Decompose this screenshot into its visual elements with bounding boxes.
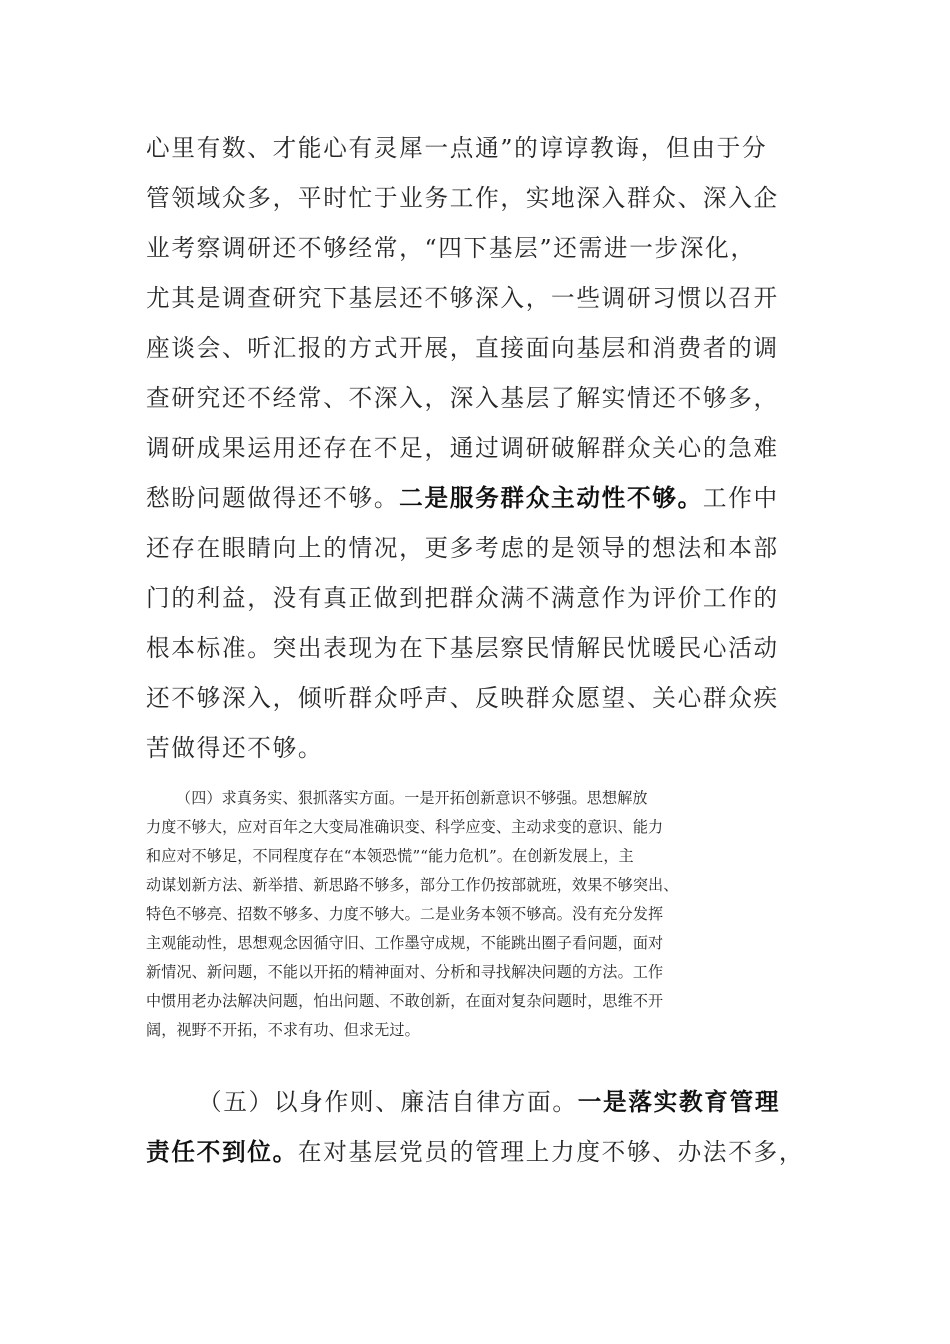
text-line (146, 583, 779, 613)
line-text: 调研成果运用还存在不足，通过调研破解群众关心的急难 (146, 434, 779, 462)
text-line (146, 233, 756, 263)
text-line (146, 133, 767, 163)
line-text: 门的利益，没有真正做到把群众满不满意作为评价工作的 (146, 584, 779, 612)
line-text: 查研究还不经常、不深入，深入基层了解实情还不够多， (146, 384, 779, 412)
text-line (198, 1087, 780, 1117)
text-line (146, 433, 779, 463)
line-text: 苦做得还不够。 (146, 734, 324, 762)
text-line (146, 1137, 804, 1167)
text-line (146, 283, 779, 313)
line-text: 管领域众多，平时忙于业务工作，实地深入群众、深入企 (146, 184, 779, 212)
text-line: 中惯用老办法解决问题，怕出问题、不敢创新，在面对复杂问题时，思维不开 (146, 992, 664, 1010)
text-line (146, 633, 779, 663)
text-line: 阔，视野不开拓，不求有功、但求无过。 (146, 1021, 420, 1039)
line-text: 业考察调研还不够经常，“四下基层”还需进一步深化， (146, 234, 756, 262)
bold-heading-phrase: 责任不到位。 (146, 1138, 298, 1166)
line-text: 在对基层党员的管理上力度不够、办法不多， (297, 1138, 805, 1166)
line-text: 工作中 (702, 484, 779, 512)
text-line: （四）求真务实、狠抓落实方面。一是开拓创新意识不够强。思想解放 (176, 789, 648, 807)
bold-heading-phrase: 一是落实教育管理 (577, 1088, 781, 1116)
text-line: 新情况、新问题，不能以开拓的精神面对、分析和寻找解决问题的方法。工作 (146, 963, 664, 981)
text-line (146, 383, 779, 413)
line-text: 还不够深入，倾听群众呼声、反映群众愿望、关心群众疾 (146, 684, 779, 712)
line-text: 根本标准。突出表现为在下基层察民情解民忧暖民心活动 (146, 634, 779, 662)
line-text: （五）以身作则、廉洁自律方面。 (198, 1088, 578, 1116)
bold-heading-phrase: 二是服务群众主动性不够。 (399, 484, 703, 512)
line-text: 愁盼问题做得还不够。 (146, 484, 400, 512)
text-line: 主观能动性，思想观念因循守旧、工作墨守成规，不能跳出圈子看问题，面对 (146, 934, 664, 952)
text-line (146, 483, 779, 513)
text-line: 和应对不够足，不同程度存在“本领恐慌”“能力危机”。在创新发展上，主 (146, 847, 634, 865)
text-line (146, 183, 779, 213)
text-line (146, 533, 779, 563)
line-text: 还存在眼睛向上的情况，更多考虑的是领导的想法和本部 (146, 534, 779, 562)
text-line: 力度不够大，应对百年之大变局准确识变、科学应变、主动求变的意识、能力 (146, 818, 664, 836)
text-line: 特色不够亮、招数不够多、力度不够大。二是业务本领不够高。没有充分发挥 (146, 905, 664, 923)
text-line (146, 333, 779, 363)
line-text: 尤其是调查研究下基层还不够深入，一些调研习惯以召开 (146, 284, 779, 312)
line-text: 心里有数、才能心有灵犀一点通”的谆谆教诲，但由于分 (146, 134, 768, 162)
text-line (146, 733, 323, 763)
line-text: 座谈会、听汇报的方式开展，直接面向基层和消费者的调 (146, 334, 779, 362)
text-line (146, 683, 779, 713)
text-line: 动谋划新方法、新举措、新思路不够多，部分工作仍按部就班，效果不够突出、 (146, 876, 679, 894)
